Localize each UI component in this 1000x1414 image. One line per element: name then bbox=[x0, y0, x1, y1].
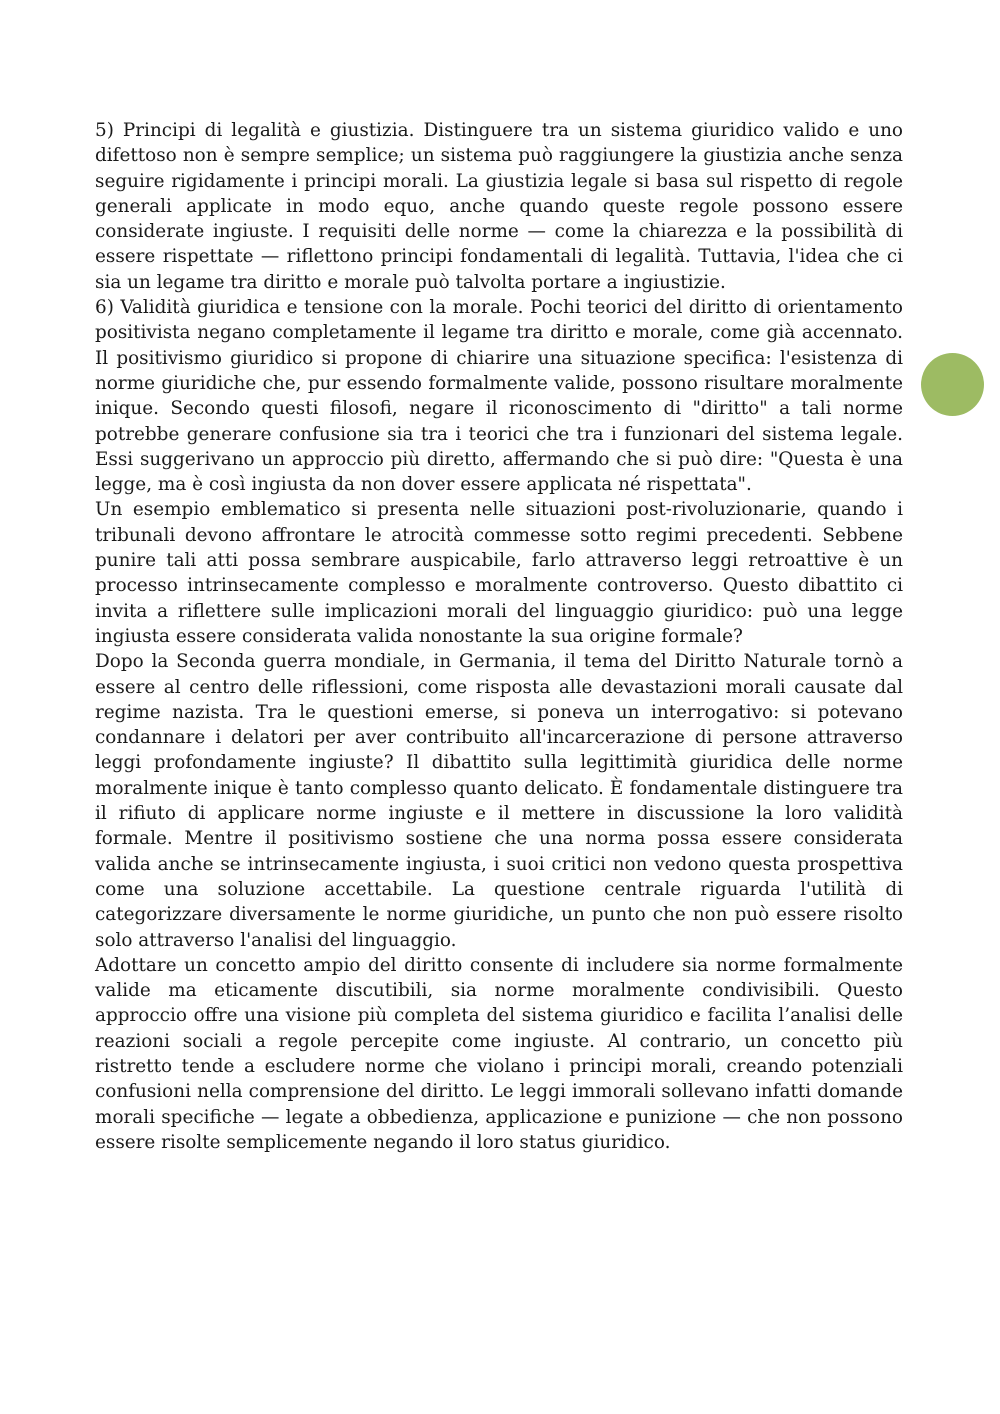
paragraph-legal-validity: 6) Validità giuridica e tensione con la morale. Pochi teorici del diritto di orientamento positivista negano completamente il legame tra diritto e morale, come già accennato. Il positivismo giuridico si propone di chiarire una situazione specifica: l'esistenza di norme giuridiche che, pur essendo formalmente valide, possono risultare moralmente inique. Secondo questi filosofi, negare il riconoscimento di "diritto" a tali norme potrebbe generare confusione sia tra i teorici che tra i funzionari del sistema legale. Essi suggerivano un approccio più diretto, affermando che si può dire: "Questa è una legge, ma è così ingiusta da non dover essere applicata né rispettata". bbox=[95, 297, 903, 496]
paragraph-broad-concept-of-law: Adottare un concetto ampio del diritto consente di includere sia norme formalmente valide ma eticamente discutibili, sia norme moralmente condivisibili. Questo approccio offre una visione più completa del sistema giuridico e facilita l’analisi delle reazioni sociali a regole percepite come ingiuste. Al contrario, un concetto più ristretto tende a escludere norme che violano i principi morali, creando potenziali confusioni nella comprensione del diritto. Le leggi immorali sollevano infatti domande morali specifiche — legate a obbedienza, applicazione e punizione — che non possono essere risolte semplicemente negando il loro status giuridico. bbox=[95, 954, 903, 1153]
paragraph-post-revolutionary-example: Un esempio emblematico si presenta nelle situazioni post-rivoluzionarie, quando i tribunali devono affrontare le atrocità commesse sotto regimi precedenti. Sebbene punire tali atti possa sembrare auspicabile, farlo attraverso leggi retroattive è un processo intrinsecamente complesso e moralmente controverso. Questo dibattito ci invita a riflettere sulle implicazioni morali del linguaggio giuridico: può una legge ingiusta essere considerata valida nonostante la sua origine formale? bbox=[95, 499, 903, 647]
paragraph-postwar-germany: Dopo la Seconda guerra mondiale, in Germania, il tema del Diritto Naturale tornò a essere al centro delle riflessioni, come risposta alle devastazioni morali causate dal regime nazista. Tra le questioni emerse, si poneva un interrogativo: si potevano condannare i delatori per aver contribuito all'incarcerazione di persone attraverso leggi profondamente ingiuste? Il dibattito sulla legittimità giuridica delle norme moralmente inique è tanto complesso quanto delicato. È fondamentale distinguere tra il rifiuto di applicare norme ingiuste e il mettere in discussione la loro validità formale. Mentre il positivismo sostiene che una norma possa essere considerata valida anche se intrinsecamente ingiusta, i suoi critici non vedono questa prospettiva come una soluzione accettabile. La questione centrale riguarda l'utilità di categorizzare diversamente le norme giuridiche, un punto che non può essere risolto solo attraverso l'analisi del linguaggio. bbox=[95, 651, 903, 951]
document-body bbox=[95, 118, 903, 1155]
page-side-marker bbox=[921, 353, 984, 416]
paragraph-legality-justice: 5) Principi di legalità e giustizia. Distinguere tra un sistema giuridico valido e uno difettoso non è sempre semplice; un sistema può raggiungere la giustizia anche senza seguire rigidamente i principi morali. La giustizia legale si basa sul rispetto di regole generali applicate in modo equo, anche quando queste regole possono essere considerate ingiuste. I requisiti delle norme — come la chiarezza e la possibilità di essere rispettate — riflettono principi fondamentali di legalità. Tuttavia, l'idea che ci sia un legame tra diritto e morale può talvolta portare a ingiustizie. bbox=[95, 120, 903, 293]
